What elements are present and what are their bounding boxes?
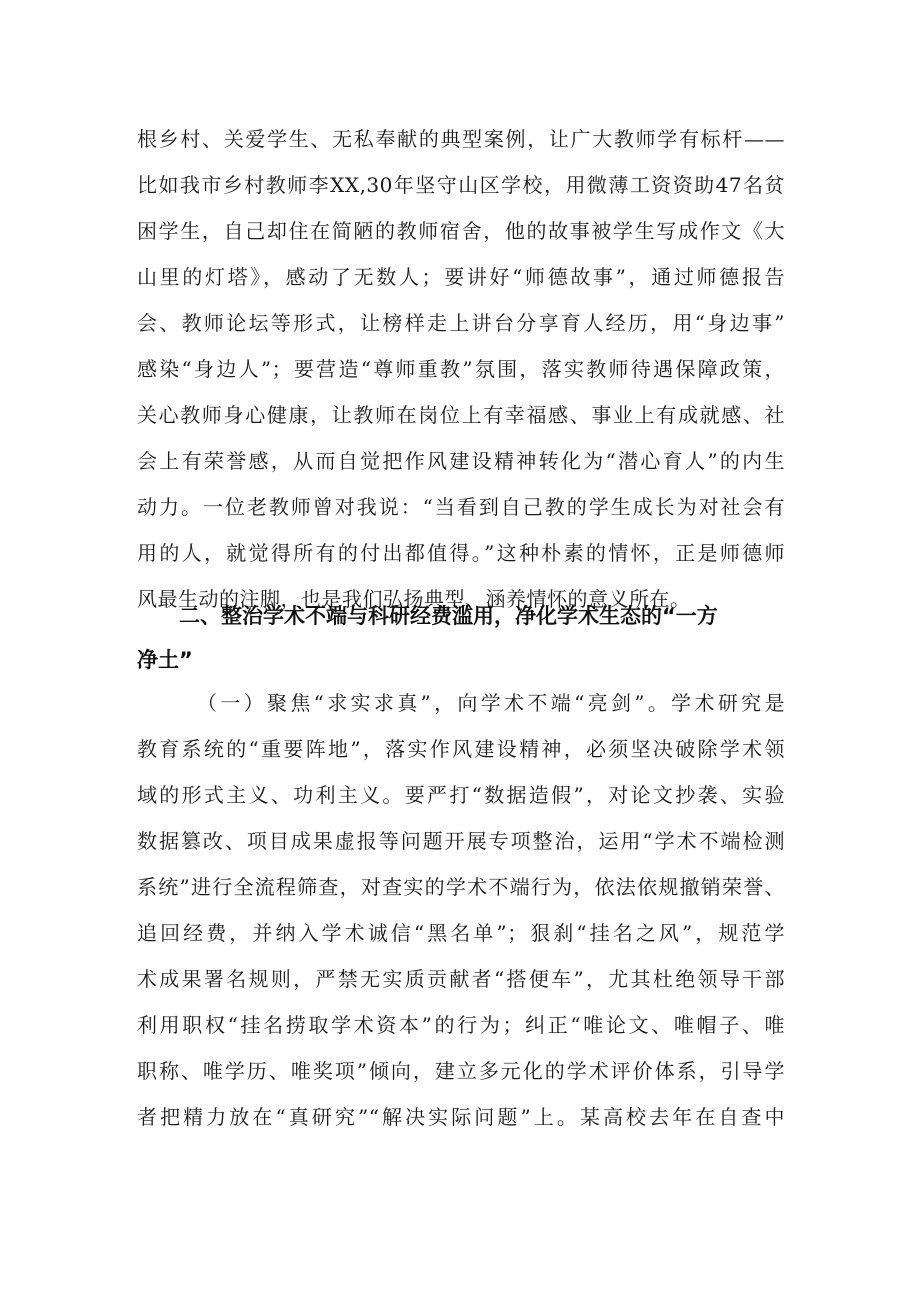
- paragraph-line: 会、教师论坛等形式，让榜样走上讲台分享育人经历，用“身边事”: [137, 311, 785, 335]
- paragraph-line: 风最生动的注脚，也是我们弘扬典型、涵养情怀的意义所在。: [137, 587, 691, 611]
- paragraph-line: 会上有荣誉感，从而自觉把作风建设精神转化为“潜心育人”的内生: [137, 449, 785, 473]
- section-heading-2: [137, 594, 785, 682]
- paragraph-line: 感染“身边人”；要营造“尊师重教”氛围，落实教师待遇保障政策，: [137, 357, 785, 381]
- paragraph-line: 追回经费，并纳入学术诚信“黑名单”；狠刹“挂名之风”，规范学: [137, 921, 785, 945]
- paragraph-line: 困学生，自己却住在简陋的教师宿舍，他的故事被学生写成作文《大: [137, 219, 785, 243]
- paragraph-line: 根乡村、关爱学生、无私奉献的典型案例，让广大教师学有标杆——: [137, 127, 785, 151]
- paragraph-line: 域的形式主义、功利主义。要严打“数据造假”，对论文抄袭、实验: [137, 783, 785, 807]
- paragraph-2: [137, 680, 785, 1140]
- paragraph-line: 系统”进行全流程筛查，对查实的学术不端行为，依法依规撤销荣誉、: [137, 875, 785, 899]
- paragraph-1: [137, 116, 785, 622]
- paragraph-line: 比如我市乡村教师李XX,30年坚守山区学校，用微薄工资资助47名贫: [137, 173, 785, 197]
- paragraph-line: （一）聚焦“求实求真”，向学术不端“亮剑”。学术研究是: [197, 691, 785, 715]
- paragraph-line: 关心教师身心健康，让教师在岗位上有幸福感、事业上有成就感、社: [137, 403, 785, 427]
- paragraph-line: 山里的灯塔》，感动了无数人；要讲好“师德故事”，通过师德报告: [137, 265, 785, 289]
- paragraph-line: 职称、唯学历、唯奖项”倾向，建立多元化的学术评价体系，引导学: [137, 1059, 785, 1083]
- paragraph-line: 动力。一位老教师曾对我说：“当看到自己教的学生成长为对社会有: [137, 495, 785, 519]
- paragraph-line: 利用职权“挂名捞取学术资本”的行为；纠正“唯论文、唯帽子、唯: [137, 1013, 785, 1037]
- heading-line: 净土”: [137, 648, 193, 672]
- heading-line: 二、整治学术不端与科研经费滥用，净化学术生态的“一方: [179, 604, 718, 628]
- paragraph-line: 教育系统的“重要阵地”，落实作风建设精神，必须坚决破除学术领: [137, 737, 785, 761]
- paragraph-line: 者把精力放在“真研究”“解决实际问题”上。某高校去年在自查中: [137, 1105, 785, 1129]
- paragraph-line: 术成果署名规则，严禁无实质贡献者“搭便车”，尤其杜绝领导干部: [137, 967, 785, 991]
- paragraph-line: 数据篡改、项目成果虚报等问题开展专项整治，运用“学术不端检测: [137, 829, 785, 853]
- paragraph-line: 用的人，就觉得所有的付出都值得。”这种朴素的情怀，正是师德师: [137, 541, 785, 565]
